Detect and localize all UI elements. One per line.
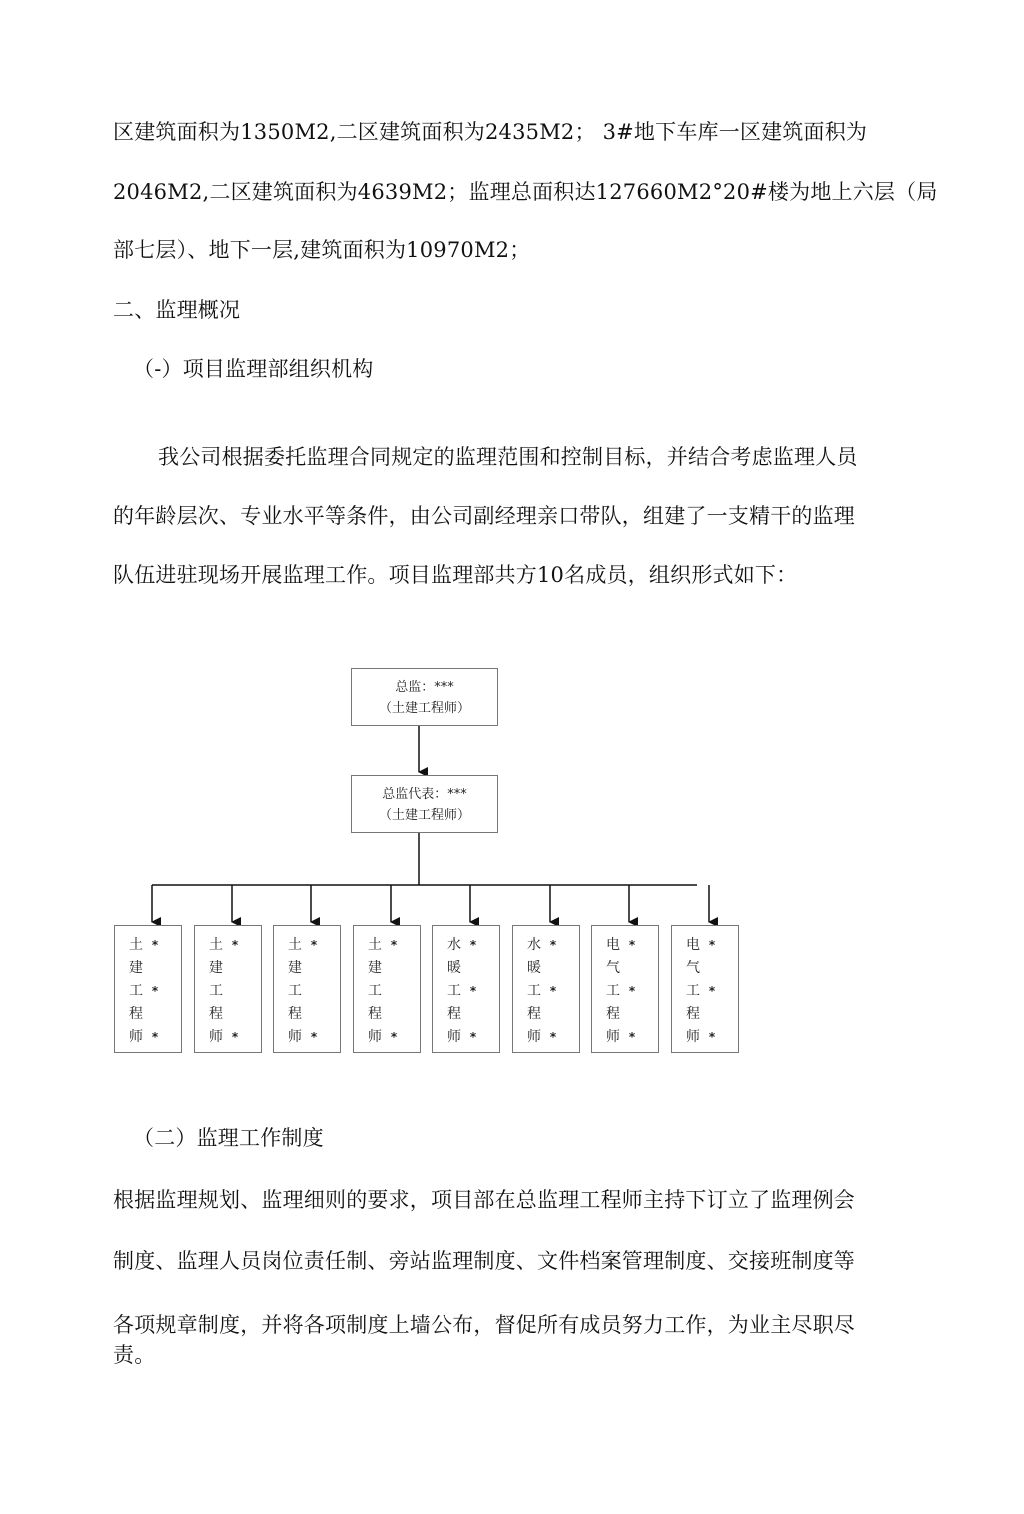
org-box-engineer — [591, 925, 659, 1053]
name-star — [386, 980, 402, 1003]
engineer-title-char: 程 — [368, 1006, 382, 1022]
text-line: 各项规章制度，并将各项制度上墙公布，督促所有成员努力工作，为业主尽职尽 — [113, 1313, 855, 1337]
name-star: * — [708, 1030, 716, 1044]
text-line: 2046M2,二区建筑面积为4639M2；监理总面积达127660M2°20#楼为地上六层（局 — [113, 180, 938, 204]
engineer-title-char: 程 — [686, 1006, 700, 1022]
name-star — [624, 1003, 640, 1026]
name-star: * — [628, 1030, 636, 1044]
text-line: 部七层）、地下一层,建筑面积为10970M2； — [113, 238, 531, 262]
engineer-name-placeholder — [465, 934, 481, 1049]
text-line: 责。 — [113, 1343, 156, 1367]
engineer-title-char: 暖 — [527, 960, 541, 976]
engineer-title-char: 程 — [129, 1006, 143, 1022]
name-star — [306, 980, 322, 1003]
engineer-title-char: 建 — [368, 960, 382, 976]
name-star — [465, 1003, 481, 1026]
engineer-title-char: 工 — [527, 983, 541, 999]
text-line: 的年龄层次、专业水平等条件，由公司副经理亲口带队，组建了一支精干的监理 — [113, 504, 855, 528]
org-box-title: 总监：*** — [395, 680, 454, 695]
name-star: * — [151, 1030, 159, 1044]
engineer-title-char: 师 — [606, 1029, 620, 1045]
engineer-title-char: 土 — [209, 937, 223, 953]
name-star — [227, 980, 243, 1003]
org-box-engineer — [273, 925, 341, 1053]
subsection-heading: （二）监理工作制度 — [133, 1126, 324, 1150]
name-star — [306, 957, 322, 980]
engineer-title-char: 建 — [209, 960, 223, 976]
name-star — [704, 957, 720, 980]
engineer-title-vertical — [682, 934, 704, 1049]
text-line: 我公司根据委托监理合同规定的监理范围和控制目标，并结合考虑监理人员 — [158, 445, 858, 469]
name-star: * — [310, 1030, 318, 1044]
engineer-title-char: 程 — [288, 1006, 302, 1022]
engineer-title-char: 师 — [368, 1029, 382, 1045]
engineer-title-char: 电 — [686, 937, 700, 953]
engineer-title-char: 程 — [447, 1006, 461, 1022]
engineer-title-vertical — [523, 934, 545, 1049]
text-line: 根据监理规划、监理细则的要求，项目部在总监理工程师主持下订立了监理例会 — [113, 1188, 855, 1212]
org-box-engineer — [432, 925, 500, 1053]
engineer-title-char: 暖 — [447, 960, 461, 976]
name-star — [386, 957, 402, 980]
name-star: * — [708, 984, 716, 998]
name-star: * — [628, 938, 636, 952]
text-line: 制度、监理人员岗位责任制、旁站监理制度、文件档案管理制度、交接班制度等 — [113, 1249, 855, 1273]
engineer-title-char: 建 — [129, 960, 143, 976]
name-star: * — [231, 938, 239, 952]
engineer-title-char: 建 — [288, 960, 302, 976]
engineer-name-placeholder — [704, 934, 720, 1049]
name-star — [227, 1003, 243, 1026]
name-star — [147, 1003, 163, 1026]
name-star: * — [549, 984, 557, 998]
engineer-title-vertical — [602, 934, 624, 1049]
engineer-title-char: 师 — [686, 1029, 700, 1045]
engineer-title-char: 工 — [606, 983, 620, 999]
engineer-title-char: 师 — [209, 1029, 223, 1045]
engineer-title-char: 工 — [209, 983, 223, 999]
name-star — [147, 957, 163, 980]
engineer-title-char: 气 — [606, 960, 620, 976]
org-box-engineer — [194, 925, 262, 1053]
name-star: * — [469, 984, 477, 998]
engineer-title-char: 土 — [368, 937, 382, 953]
section-heading: 二、监理概况 — [113, 298, 241, 322]
engineer-title-vertical — [443, 934, 465, 1049]
engineer-title-char: 工 — [129, 983, 143, 999]
engineer-title-char: 土 — [288, 937, 302, 953]
name-star — [306, 1003, 322, 1026]
engineer-title-vertical — [125, 934, 147, 1049]
name-star: * — [310, 938, 318, 952]
engineer-title-char: 水 — [447, 937, 461, 953]
name-star: * — [708, 938, 716, 952]
engineer-title-char: 电 — [606, 937, 620, 953]
name-star: * — [549, 1030, 557, 1044]
engineer-title-char: 师 — [447, 1029, 461, 1045]
name-star: * — [469, 938, 477, 952]
engineer-title-vertical — [205, 934, 227, 1049]
name-star: * — [628, 984, 636, 998]
engineer-title-char: 土 — [129, 937, 143, 953]
name-star: * — [390, 938, 398, 952]
engineer-title-char: 程 — [209, 1006, 223, 1022]
engineer-name-placeholder — [147, 934, 163, 1049]
engineer-title-char: 程 — [606, 1006, 620, 1022]
engineer-name-placeholder — [386, 934, 402, 1049]
org-box-chief-supervisor — [351, 668, 498, 726]
engineer-title-char: 师 — [527, 1029, 541, 1045]
org-box-deputy-supervisor — [351, 775, 498, 833]
org-box-subtitle: （土建工程师） — [378, 701, 470, 716]
org-box-engineer — [114, 925, 182, 1053]
name-star: * — [469, 1030, 477, 1044]
engineer-name-placeholder — [306, 934, 322, 1049]
engineer-title-char: 师 — [288, 1029, 302, 1045]
name-star: * — [151, 984, 159, 998]
engineer-title-char: 气 — [686, 960, 700, 976]
name-star: * — [231, 1030, 239, 1044]
engineer-title-char: 工 — [447, 983, 461, 999]
text-line: 队伍进驻现场开展监理工作。项目监理部共方10名成员，组织形式如下： — [113, 563, 798, 587]
name-star — [545, 957, 561, 980]
engineer-title-char: 程 — [527, 1006, 541, 1022]
engineer-title-char: 水 — [527, 937, 541, 953]
name-star — [704, 1003, 720, 1026]
name-star — [545, 1003, 561, 1026]
org-box-engineer — [671, 925, 739, 1053]
engineer-name-placeholder — [545, 934, 561, 1049]
text-line: 区建筑面积为1350M2,二区建筑面积为2435M2； 3#地下车库一区建筑面积为 — [113, 120, 868, 144]
connector-drops — [152, 885, 709, 922]
engineer-title-vertical — [284, 934, 306, 1049]
engineer-title-char: 师 — [129, 1029, 143, 1045]
name-star — [386, 1003, 402, 1026]
name-star — [624, 957, 640, 980]
org-box-subtitle: （土建工程师） — [378, 808, 470, 823]
name-star — [465, 957, 481, 980]
name-star: * — [390, 1030, 398, 1044]
engineer-title-vertical — [364, 934, 386, 1049]
subsection-heading: （-）项目监理部组织机构 — [133, 357, 374, 381]
name-star — [227, 957, 243, 980]
name-star: * — [151, 938, 159, 952]
engineer-title-char: 工 — [686, 983, 700, 999]
engineer-name-placeholder — [624, 934, 640, 1049]
org-box-title: 总监代表：*** — [382, 787, 467, 802]
org-box-engineer — [353, 925, 421, 1053]
engineer-title-char: 工 — [288, 983, 302, 999]
engineer-name-placeholder — [227, 934, 243, 1049]
org-box-engineer — [512, 925, 580, 1053]
name-star: * — [549, 938, 557, 952]
engineer-title-char: 工 — [368, 983, 382, 999]
